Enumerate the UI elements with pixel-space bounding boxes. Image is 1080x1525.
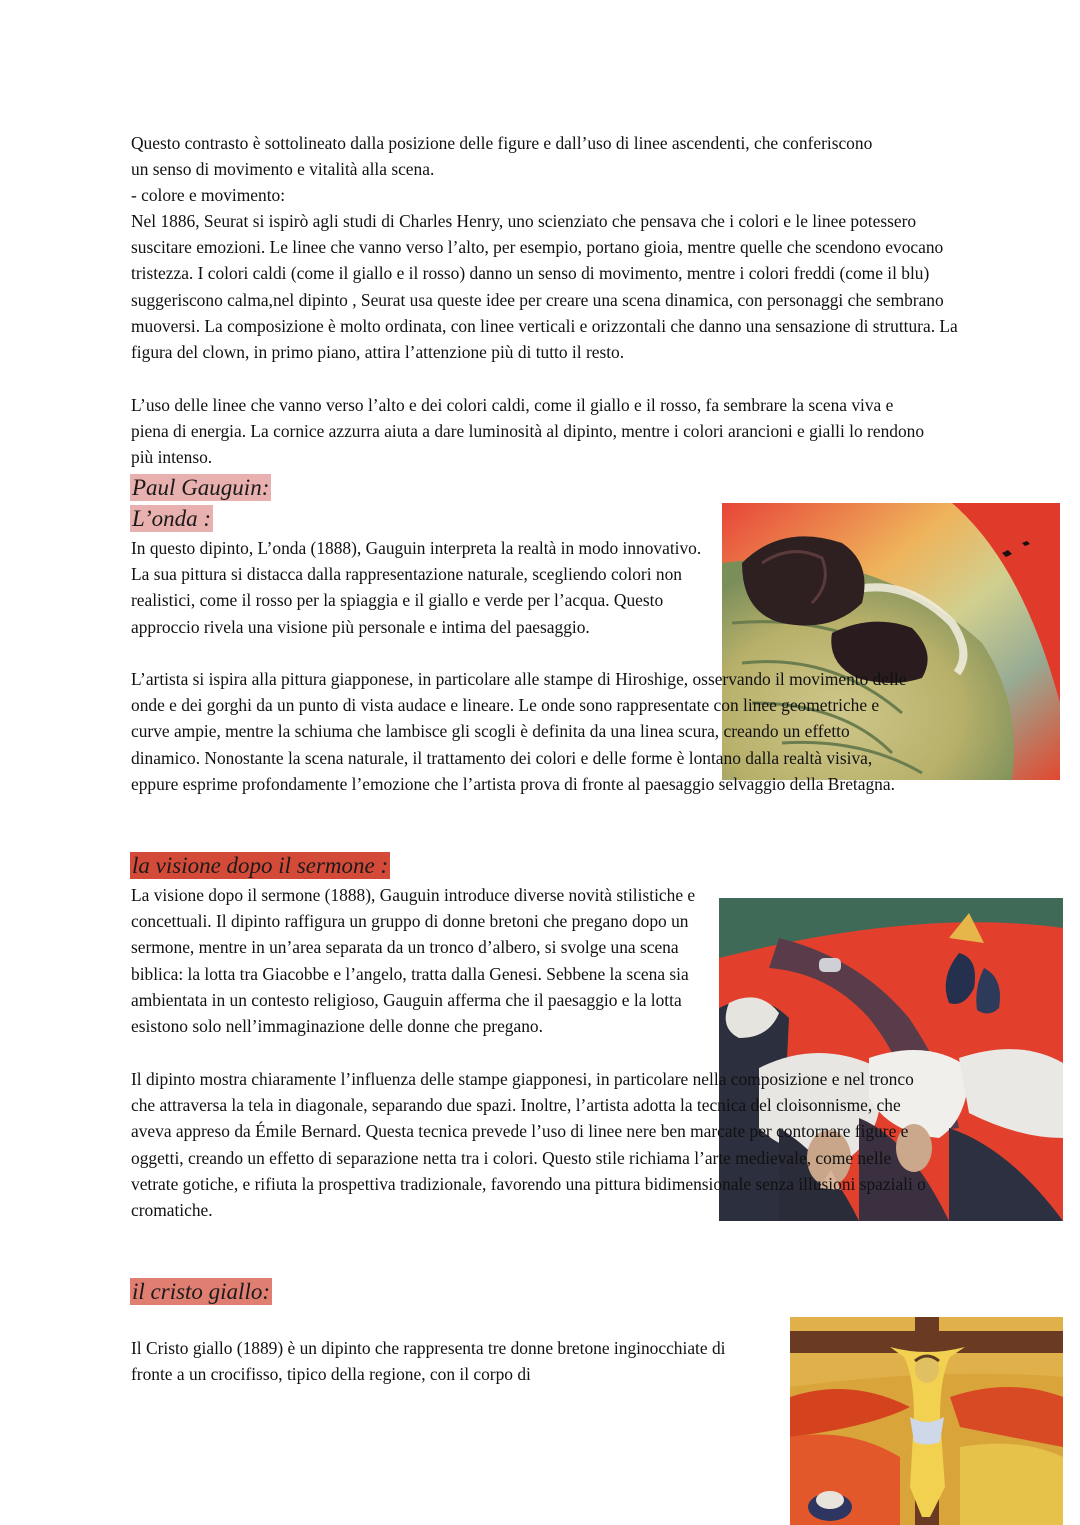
painting-cristo-giallo [790,1317,1063,1525]
intro-subheading: - colore e movimento: [131,185,286,205]
intro-paragraph-1: Questo contrasto è sottolineato dalla posizione delle figure e dall’uso di linee ascendenti, che conferiscono un senso di movimento e vitalità alla scena. [131,133,873,180]
visione-paragraph-1: La visione dopo il sermone (1888), Gauguin introduce diverse novità stilistiche e concettuali. Il dipinto raffigura un gruppo di donne bretoni che pregano dopo un sermone, mentre in un’area separata da un tronco d’albero, si svolge una scena biblica: la lotta tra Giacobbe e l’angelo, tratta dalla Genesi. Sebbene la scena sia ambientata in un contesto religioso, Gauguin afferma che il paesaggio e la lotta esistono solo nell’immaginazione delle donne che pregano. [131,885,696,1037]
section-title-gauguin: Paul Gauguin: [132,475,270,500]
heading-visione: la visione dopo il sermone : [132,853,389,878]
intro-paragraph-2: Nel 1886, Seurat si ispirò agli studi di Charles Henry, uno scienziato che pensava che i colori e le linee potessero suscitare emozioni. Le linee che vanno verso l’alto, per esempio, portano gioia, mentre quelle che scendono evocano tristezza. I colori caldi (come il giallo e il rosso) danno un senso di movimento, mentre i colori freddi (come il blu) suggeriscono calma,nel dipinto , Seurat usa queste idee per creare una scena dinamica, con personaggi che sembrano muoversi. La composizione è molto ordinata, con linee verticali e orizzontali che danno una sensazione di struttura. La figura del clown, in primo piano, attira l’attenzione più di tutto il resto. [131,211,958,363]
heading-onda: L’onda : [132,506,212,531]
onda-paragraph-2: L’artista si ispira alla pittura giapponese, in particolare alle stampe di Hiroshige, osservando il movimento delle onde e dei gorghi da un punto di vista audace e lineare. Le onde sono rappresentate con linee geometriche e curve ampie, mentre la schiuma che lambisce gli scogli è definita da una linea scura, creando un effetto dinamico. Nonostante la scena naturale, il trattamento dei colori e delle forme è lontano dalla realtà visiva, eppure esprime profondamente l’emozione che l’artista prova di fronte al paesaggio selvaggio della Bretagna. [131,669,907,794]
intro-paragraph-3: L’uso delle linee che vanno verso l’alto e dei colori caldi, come il giallo e il rosso, fa sembrare la scena viva e piena di energia. La cornice azzurra aiuta a dare luminosità al dipinto, mentre i colori arancioni e gialli lo rendono più intenso. [131,395,925,468]
onda-paragraph-1: In questo dipinto, L’onda (1888), Gauguin interpreta la realtà in modo innovativo. La sua pittura si distacca dalla rappresentazione naturale, scegliendo colori non realistici, come il rosso per la spiaggia e il giallo e verde per l’acqua. Questo approccio rivela una visione più personale e intima del paesaggio. [131,538,702,637]
visione-paragraph-2: Il dipinto mostra chiaramente l’influenza delle stampe giapponesi, in particolare nella composizione e nel tronco che attraversa la tela in diagonale, separando due spazi. Inoltre, l’artista adotta la tecnica del cloisonnisme, che aveva appreso da Émile Bernard. Questa tecnica prevede l’uso di linee nere ben marcate per contornare figure e oggetti, creando un effetto di separazione netta tra i colori. Questo stile richiama l’arte medievale, come nelle vetrate gotiche, e rifiuta la prospettiva tradizionale, favorendo una pittura bidimensionale senza illusioni spaziali o cromatiche. [131,1069,926,1221]
heading-cristo: il cristo giallo: [132,1279,270,1304]
cristo-paragraph-1: Il Cristo giallo (1889) è un dipinto che rappresenta tre donne bretone inginocchiate di fronte a un crocifisso, tipico della regione, con il corpo di [131,1338,726,1385]
